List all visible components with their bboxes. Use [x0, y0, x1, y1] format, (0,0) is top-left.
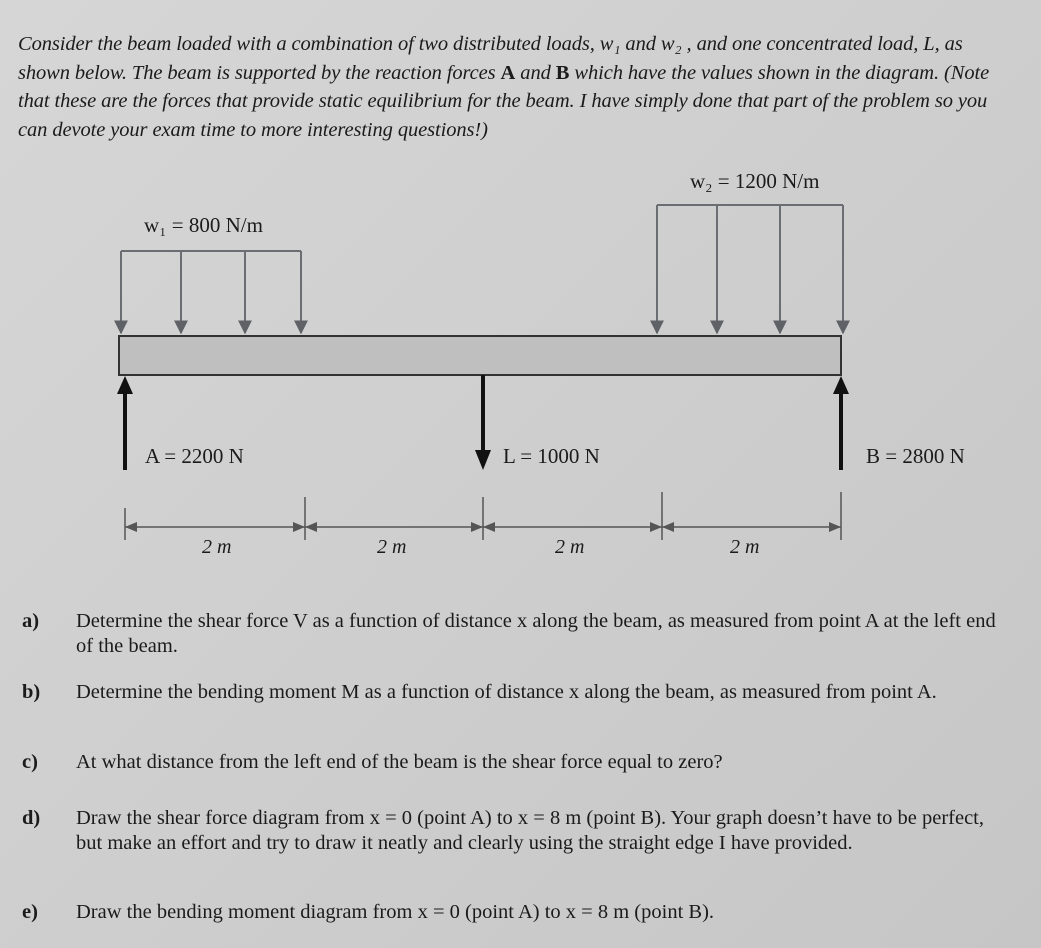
question-text: Draw the bending moment diagram from x = 0 (point A) to x = 8 m (point B). [76, 901, 715, 923]
reaction-a-arrow [117, 376, 133, 470]
question-letter: a) [22, 610, 40, 632]
dimension-label: 2 m [202, 536, 232, 558]
question-letter: e) [22, 901, 38, 923]
intro-text-and: and [515, 61, 556, 84]
intro-bold-a: A [500, 61, 516, 84]
beam [119, 336, 841, 375]
question-letter: d) [22, 807, 41, 829]
intro-text-2: which have the values shown in the diagram. (Note that these are the forces that provide static equilibrium for the beam. I have simply done that part of the problem so you can devote your exam time to more interesting questions!) [18, 61, 990, 141]
intro-bold-b: B [555, 61, 570, 84]
w1-label: w₁ = 800 N/m [144, 213, 263, 237]
reaction-a-label: A = 2200 N [145, 444, 244, 468]
question-text: Determine the bending moment M as a function of distance x along the beam, as measured from point A. [76, 681, 937, 703]
load-l-arrow [475, 375, 491, 470]
load-l-label: L = 1000 N [503, 444, 600, 468]
question-text: Determine the shear force V as a function of distance x along the beam, as measured from point A at the left end of the beam. [76, 610, 996, 657]
reaction-b-label: B = 2800 N [866, 444, 965, 468]
dimension-line [125, 492, 841, 540]
w1-distributed-load [121, 251, 301, 333]
question-text: At what distance from the left end of the beam is the shear force equal to zero? [76, 751, 723, 773]
question-letter: b) [22, 681, 41, 703]
w2-label: w₂ = 1200 N/m [690, 169, 820, 193]
question-letter: c) [22, 751, 38, 773]
w2-distributed-load [657, 205, 843, 333]
dimension-label: 2 m [730, 536, 760, 558]
reaction-b-arrow [833, 376, 849, 470]
question-text: Draw the shear force diagram from x = 0 (point A) to x = 8 m (point B). Your graph doesn’t have to be perfect, but make an effort and try to draw it neatly and clearly using the straight edge I have provided. [76, 807, 985, 854]
dimension-label: 2 m [555, 536, 585, 558]
intro-text-1: Consider the beam loaded with a combination of two distributed loads, w₁ and w₂ , and one concentrated load, L, as shown below. The beam is supported by the reaction forces [18, 33, 963, 84]
dimension-label: 2 m [377, 536, 407, 558]
